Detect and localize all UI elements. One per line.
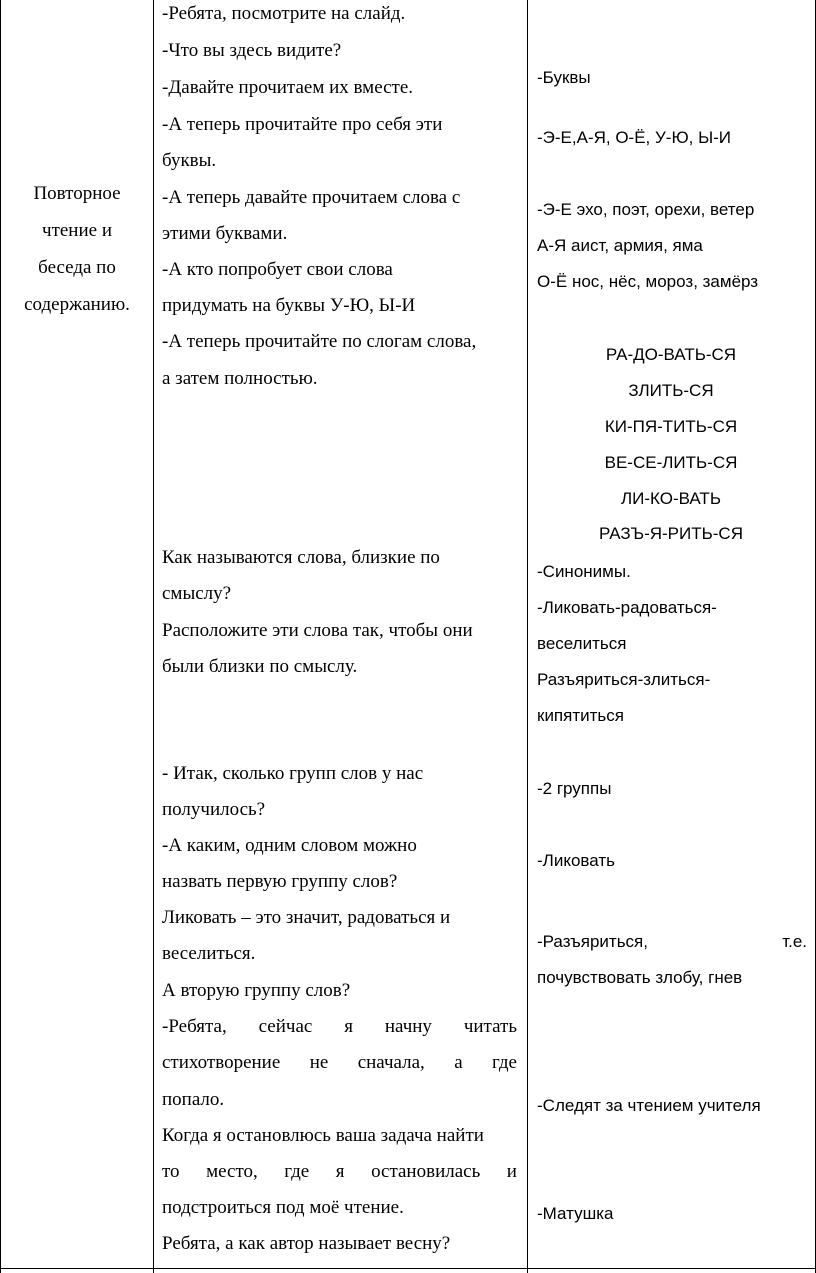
teacher-line: назвать первую группу слов? xyxy=(162,871,398,892)
stage-name-line: содержанию. xyxy=(24,294,130,315)
column-divider-2 xyxy=(527,0,528,1273)
teacher-line: -А кто попробует свои слова xyxy=(162,259,393,280)
student-answer: -Синонимы. xyxy=(537,562,631,581)
student-answer: веселиться xyxy=(537,634,627,653)
word: где xyxy=(284,1161,310,1182)
stage-name-line: беседа по xyxy=(38,257,116,278)
syllable-word: ВЕ-СЕ-ЛИТЬ-СЯ xyxy=(604,453,738,472)
syllable-word: ЗЛИТЬ-СЯ xyxy=(628,381,714,400)
word: место, xyxy=(206,1161,258,1182)
teacher-line: получилось? xyxy=(162,799,266,820)
teacher-line: а затем полностью. xyxy=(162,368,318,389)
teacher-line: Когда я остановлюсь ваша задача найти xyxy=(162,1125,484,1146)
teacher-line-justified xyxy=(162,1015,517,1039)
word: я xyxy=(344,1016,353,1037)
teacher-line: Как называются слова, близкие по xyxy=(162,547,440,568)
student-answer: кипятиться xyxy=(537,706,624,725)
word: где xyxy=(492,1052,517,1073)
student-answer: -2 группы xyxy=(537,779,612,798)
column-divider-1 xyxy=(153,0,154,1273)
teacher-line: - Итак, сколько групп слов у нас xyxy=(162,763,424,784)
student-answer: -Матушка xyxy=(537,1204,614,1223)
teacher-line-justified xyxy=(162,1051,517,1075)
student-answer: -Следят за чтением учителя xyxy=(537,1096,761,1115)
teacher-line: веселиться. xyxy=(162,943,256,964)
teacher-line: этими буквами. xyxy=(162,223,288,244)
teacher-line: -Давайте прочитаем их вместе. xyxy=(162,77,414,98)
student-answer-justified xyxy=(537,930,807,954)
word: т.е. xyxy=(782,932,807,951)
student-answer: почувствовать злобу, гнев xyxy=(537,968,743,987)
student-answer: А-Я аист, армия, яма xyxy=(537,236,703,255)
teacher-line: А вторую группу слов? xyxy=(162,980,351,1001)
teacher-line: Ребята, а как автор называет весну? xyxy=(162,1233,451,1254)
teacher-line: подстроиться под моё чтение. xyxy=(162,1197,404,1218)
word: стихотворение xyxy=(162,1052,281,1073)
teacher-line: Ликовать – это значит, радоваться и xyxy=(162,907,451,928)
teacher-line: попало. xyxy=(162,1089,225,1110)
syllable-word: РА-ДО-ВАТЬ-СЯ xyxy=(605,345,737,364)
word: и xyxy=(506,1161,517,1182)
word: начну xyxy=(384,1016,432,1037)
word: то xyxy=(162,1161,180,1182)
word: не xyxy=(309,1052,329,1073)
word: сначала, xyxy=(357,1052,425,1073)
student-answer: О-Ё нос, нёс, мороз, замёрз xyxy=(537,272,759,291)
word: -Ребята, xyxy=(162,1016,227,1037)
stage-name-line: чтение и xyxy=(42,220,112,241)
teacher-line: были близки по смыслу. xyxy=(162,656,358,677)
teacher-line: смыслу? xyxy=(162,583,232,604)
student-answer: -Ликовать xyxy=(537,851,615,870)
word: сейчас xyxy=(258,1016,313,1037)
teacher-line: буквы. xyxy=(162,150,217,171)
table-border-left xyxy=(0,0,1,1273)
word: читать xyxy=(463,1016,517,1037)
teacher-line: -А теперь прочитайте по слогам слова, xyxy=(162,331,477,352)
student-answer: -Э-Е,А-Я, О-Ё, У-Ю, Ы-И xyxy=(537,128,732,147)
teacher-line: -А теперь прочитайте про себя эти xyxy=(162,114,443,135)
table-border-bottom xyxy=(0,1268,816,1269)
teacher-line-justified xyxy=(162,1160,517,1184)
word: -Разъяриться, xyxy=(537,932,648,951)
syllable-word: ЛИ-КО-ВАТЬ xyxy=(621,489,721,508)
teacher-line: -Ребята, посмотрите на слайд. xyxy=(162,3,406,24)
word: остановилась xyxy=(371,1161,481,1182)
word: а xyxy=(454,1052,463,1073)
teacher-line: Расположите эти слова так, чтобы они xyxy=(162,620,473,641)
teacher-line: -Что вы здесь видите? xyxy=(162,40,342,61)
syllable-word: РАЗЪ-Я-РИТЬ-СЯ xyxy=(599,524,743,543)
student-answer: Разъяриться-злиться- xyxy=(537,670,711,689)
teacher-line: -А каким, одним словом можно xyxy=(162,835,417,856)
student-answer: -Э-Е эхо, поэт, орехи, ветер xyxy=(537,200,755,219)
student-answer: -Буквы xyxy=(537,68,591,87)
teacher-line: придумать на буквы У-Ю, Ы-И xyxy=(162,295,416,316)
stage-name-line: Повторное xyxy=(33,183,121,204)
word: я xyxy=(335,1161,345,1182)
syllable-word: КИ-ПЯ-ТИТЬ-СЯ xyxy=(604,417,738,436)
teacher-line: -А теперь давайте прочитаем слова с xyxy=(162,187,461,208)
student-answer: -Ликовать-радоваться- xyxy=(537,598,717,617)
